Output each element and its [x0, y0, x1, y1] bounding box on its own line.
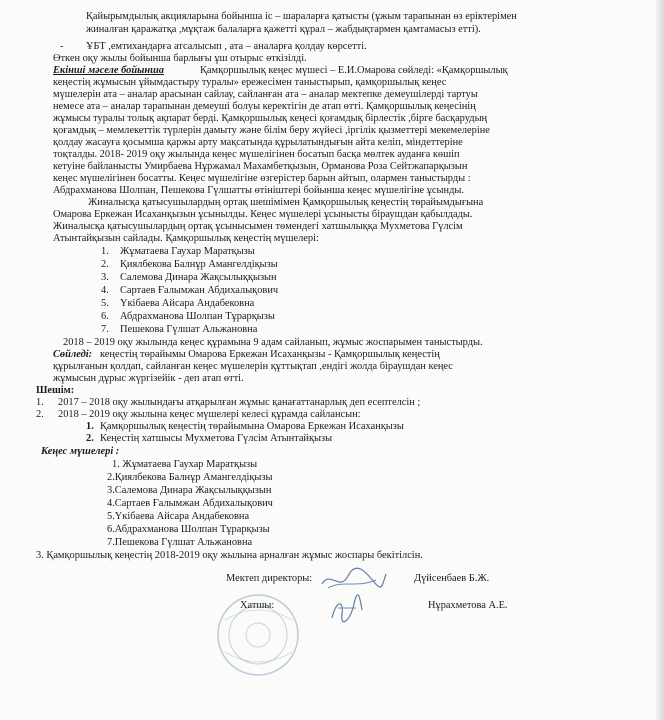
paragraph-line: кеңестің жұмысын ұйымдастыру туралы» ережесімен таныстырып, қамқоршылық кеңес	[53, 77, 447, 88]
paragraph-line: 2018 – 2019 оқу жылында кеңес құрамына 9 адам сайланып, жұмыс жоспарымен таныстырды.	[63, 337, 483, 348]
list-item: 2.Қиялбекова Балнұр Амангелдіқызы	[107, 472, 273, 483]
paragraph-line: ҰБТ ,емтихандарға атсалысып , ата – аналарға қолдау көрсетті.	[86, 41, 367, 52]
list-item: 7.Пешекова Гүлшат Альжановна	[107, 537, 253, 548]
paragraph-line: жұмысы туралы толық ақпарат берді. Қамқоршылық кеңесі қоғамдық бірлестік ,бірге басқарудың	[53, 113, 488, 124]
list-item: Қиялбекова Балнұр Амангелдіқызы	[120, 259, 278, 270]
decision-subitem: Кеңестің хатшысы Мухметова Гүлсім Атынтайқызы	[100, 433, 333, 444]
paragraph-line: тоқталды. 2018- 2019 оқу жылында кеңес мүшелігінен босатып басқа мөлтек ауданға көшіп	[53, 149, 460, 160]
list-item: 6.Абдрахманова Шолпан Тұрарқызы	[107, 524, 270, 535]
paragraph-line: немесе ата – аналар тарапынан демеуші болуы керектігін де атап өтті. Қамқоршылық кеңесінің	[53, 101, 476, 112]
paragraph-line: құрылғанын қолдап, сайланған кеңес мүшелерін құттықтап ,ендігі жолда біраушдан кеңес	[53, 361, 453, 372]
secretary-title: Хатшы:	[240, 600, 275, 611]
list-item: Сартаев Ғалымжан Абдихалықович	[120, 285, 279, 296]
list-item: Жұматаева Гаухар Маратқызы	[120, 246, 255, 257]
paragraph-line: Атынтайқызын сайлады. Қамқоршылық кеңестің мүшелері:	[53, 233, 319, 244]
paragraph-line: жұмысын дұрыс жүргізейік - деп атап өтті.	[53, 373, 244, 384]
director-name: Дүйсенбаев Б.Ж.	[414, 573, 490, 584]
paragraph-line: Қамқоршылық кеңес мүшесі – Е.И.Омарова сөйледі: «Қамқоршылық	[200, 65, 508, 76]
paragraph-line: мүшелерін ата – аналар арасынан сайлау, сайланған ата – аналар мектепке демеушілерді тартуы	[53, 89, 478, 100]
decision-heading: Шешім:	[36, 385, 75, 396]
paragraph-line: Абдрахманова Шолпан, Пешекова Гүлшатты өтініштері бойынша кеңес мүшелігіне ұсынды.	[53, 185, 464, 196]
director-signature-icon	[318, 566, 388, 594]
secretary-name: Нұрахметова А.Е.	[428, 600, 508, 611]
spoke-heading: Сөйледі:	[53, 349, 93, 360]
paragraph-line: қоғамдық – мемлекеттік түрлерін дамыту және білім беру жүйесі ,іргілік қызметтері мекемелеріне	[53, 125, 490, 136]
paragraph-line: қолдау жасауға қосымша қаржы арту мақсатында құрылатындығын айта келіп, міндеттеріне	[53, 137, 463, 148]
paragraph-line: 3. Қамқоршылық кеңестің 2018-2019 оқу жылына арналған жұмыс жоспары бекітілсін.	[36, 550, 423, 561]
bullet-dash: -	[60, 41, 64, 52]
list-item: 5.Үкібаева Айсара Андабековна	[107, 511, 250, 522]
secretary-signature-icon	[326, 592, 366, 626]
list-item: Абдрахманова Шолпан Тұрарқызы	[120, 311, 275, 322]
paragraph-line: жиналған қаражатқа ,мұқтаж балаларға қажетті құрал – жабдықтармен қамтамасыз етті).	[86, 24, 481, 35]
paragraph-line: кеңестің төрайымы Омарова Еркежан Исаханқызы - Қамқоршылық кеңестің	[100, 349, 440, 360]
section-heading-second-issue: Екінші мәселе бойынша	[53, 65, 164, 76]
scan-edge	[656, 0, 664, 720]
list-item: Үкібаева Айсара Андабековна	[120, 298, 255, 309]
decision-item-2: 2018 – 2019 оқу жылына кеңес мүшелері келесі құрамда сайлансын:	[58, 409, 361, 420]
document-page: Қайырымдылық акцияларына бойынша іс – шараларға қатысты (ұжым тарапынан өз еріктерімен жиналған қаражатқа ,мұқтаж балаларға қажетті құрал – жабдықтармен қамтамасыз етті). - ҰБТ ,емтихандарға атсалысып , ата – аналарға қолдау көрсетті. Өткен оқу жылы бойынша барлығы ұш отырыс өткізілді. Екінші мәселе бойынша Қамқоршылық кеңес мүшесі – Е.И.Омарова сөйледі: «Қамқоршылық кеңестің жұмысын ұйымдастыру туралы» ережесімен таныстырып, қамқоршылық кеңес мүшелерін ата – аналар арасынан сайлау, сайланған ата – аналар мектепке демеушілерді тартуы немесе ата – аналар тарапынан демеуші болуы керектігін де атап өтті. Қамқоршылық кеңесінің жұмысы туралы толық ақпарат берді. Қамқоршылық кеңесі қоғамдық бірлестік ,бірге басқарудың қоғамдық – мемлекеттік түрлерін дамыту және білім беру жүйесі ,іргілік қызметтері мекемелеріне қолдау жасауға қосымша қаржы арту мақсатында құрылатындығын айта келіп, міндеттеріне тоқталды. 2018- 2019 оқу жылында кеңес мүшелігінен босатып басқа мөлтек ауданға көшіп кетуіне байланысты Умирбаева Нұржамал Махамбетқызын, Орманова Роза Сейтжапарқызын кеңес мүшелігінен босатты. Кеңес мүшелігіне өзгерістер барын айтып, олармен таныстырды : Абдрахманова Шолпан, Пешекова Гүлшатты өтініштері бойынша кеңес мүшелігіне ұсынды. Жиналысқа қатысушылардың ортақ шешімімен Қамқоршылық кеңестің төрайымдығына Омарова Еркежан Исаханқызын ұсынылды. Кеңес мүшелері ұсынысты біраушдан қабылдады. Жиналысқа қатысушылардың ортақ ұсынысымен төмендегі хатшылыққа Мухметова Гүлсім Атынтайқызын сайлады. Қамқоршылық кеңестің мүшелері: 1. Жұматаева Гаухар Маратқызы 2. Қиялбекова Балнұр Амангелдіқызы 3. Салемова Динара Жақсылыққызын 4. Сартаев Ғалымжан Абдихалықович 5. Үкібаева Айсара Андабековна 6. Абдрахманова Шолпан Тұрарқызы 7. Пешекова Гүлшат Альжановна 2018 – 2019 оқу жылында кеңес құрамына 9 адам сайланып, жұмыс жоспарымен таныстырды. Сөйледі: кеңестің төрайымы Омарова Еркежан Исаханқызы - Қамқоршылық кеңестің құрылғанын қолдап, сайланған кеңес мүшелерін құттықтап ,ендігі жолда біраушдан кеңес жұмысын дұрыс жүргізейік - деп атап өтті. Шешім: 1. 2017 – 2018 оқу жылындағы атқарылған жұмыс қанағаттанарлық деп есептелсін ; 2. 2018 – 2019 оқу жылына кеңес мүшелері келесі құрамда сайлансын: 1. Қамқоршылық кеңестің төрайымына Омарова Еркежан Исаханқызы 2. Кеңестің хатшысы Мухметова Гүлсім Атынтайқызы Кеңес мүшелері : 1. Жұматаева Гаухар Маратқызы 2.Қиялбекова Балнұр Амангелдіқызы 3.Салемова Динара Жақсылыққызын 4.Сартаев Ғалымжан Абдихалықович 5.Үкібаева Айсара Андабековна 6.Абдрахманова Шолпан Тұрарқызы 7.Пешекова Гүлшат Альжановна 3. Қамқоршылық кеңестің 2018-2019 оқу жылына арналған жұмыс жоспары бекітілсін. Мектеп директоры: Дүйсенбаев Б.Ж. Хатшы: Нұрахметова А.Е.	[0, 0, 664, 720]
list-item: 4.Сартаев Ғалымжан Абдихалықович	[107, 498, 273, 509]
list-item: Пешекова Гүлшат Альжановна	[120, 324, 258, 335]
list-item: 3.Салемова Динара Жақсылыққызын	[107, 485, 272, 496]
members-heading: Кеңес мүшелері :	[41, 446, 120, 457]
paragraph-line: Жиналысқа қатысушылардың ортақ шешімімен Қамқоршылық кеңестің төрайымдығына	[88, 197, 484, 208]
paragraph-line: кетуіне байланысты Умирбаева Нұржамал Махамбетқызын, Орманова Роза Сейтжапарқызын	[53, 161, 468, 172]
paragraph-line: Өткен оқу жылы бойынша барлығы ұш отырыс өткізілді.	[53, 53, 307, 64]
paragraph-line: Қайырымдылық акцияларына бойынша іс – шараларға қатысты (ұжым тарапынан өз еріктерімен	[86, 11, 517, 22]
paragraph-line: Жиналысқа қатысушылардың ортақ ұсынысымен төмендегі хатшылыққа Мухметова Гүлсім	[53, 221, 463, 232]
paragraph-line: Омарова Еркежан Исаханқызын ұсынылды. Кеңес мүшелері ұсынысты біраушдан қабылдады.	[53, 209, 473, 220]
list-item: Салемова Динара Жақсылыққызын	[120, 272, 277, 283]
decision-subitem: Қамқоршылық кеңестің төрайымына Омарова Еркежан Исаханқызы	[100, 421, 404, 432]
paragraph-line: кеңес мүшелігінен босатты. Кеңес мүшелігіне өзгерістер барын айтып, олармен таныстырды :	[53, 173, 471, 184]
director-title: Мектеп директоры:	[226, 573, 313, 584]
decision-item-1: 2017 – 2018 оқу жылындағы атқарылған жұмыс қанағаттанарлық деп есептелсін ;	[58, 397, 421, 408]
list-item: 1. Жұматаева Гаухар Маратқызы	[112, 459, 258, 470]
